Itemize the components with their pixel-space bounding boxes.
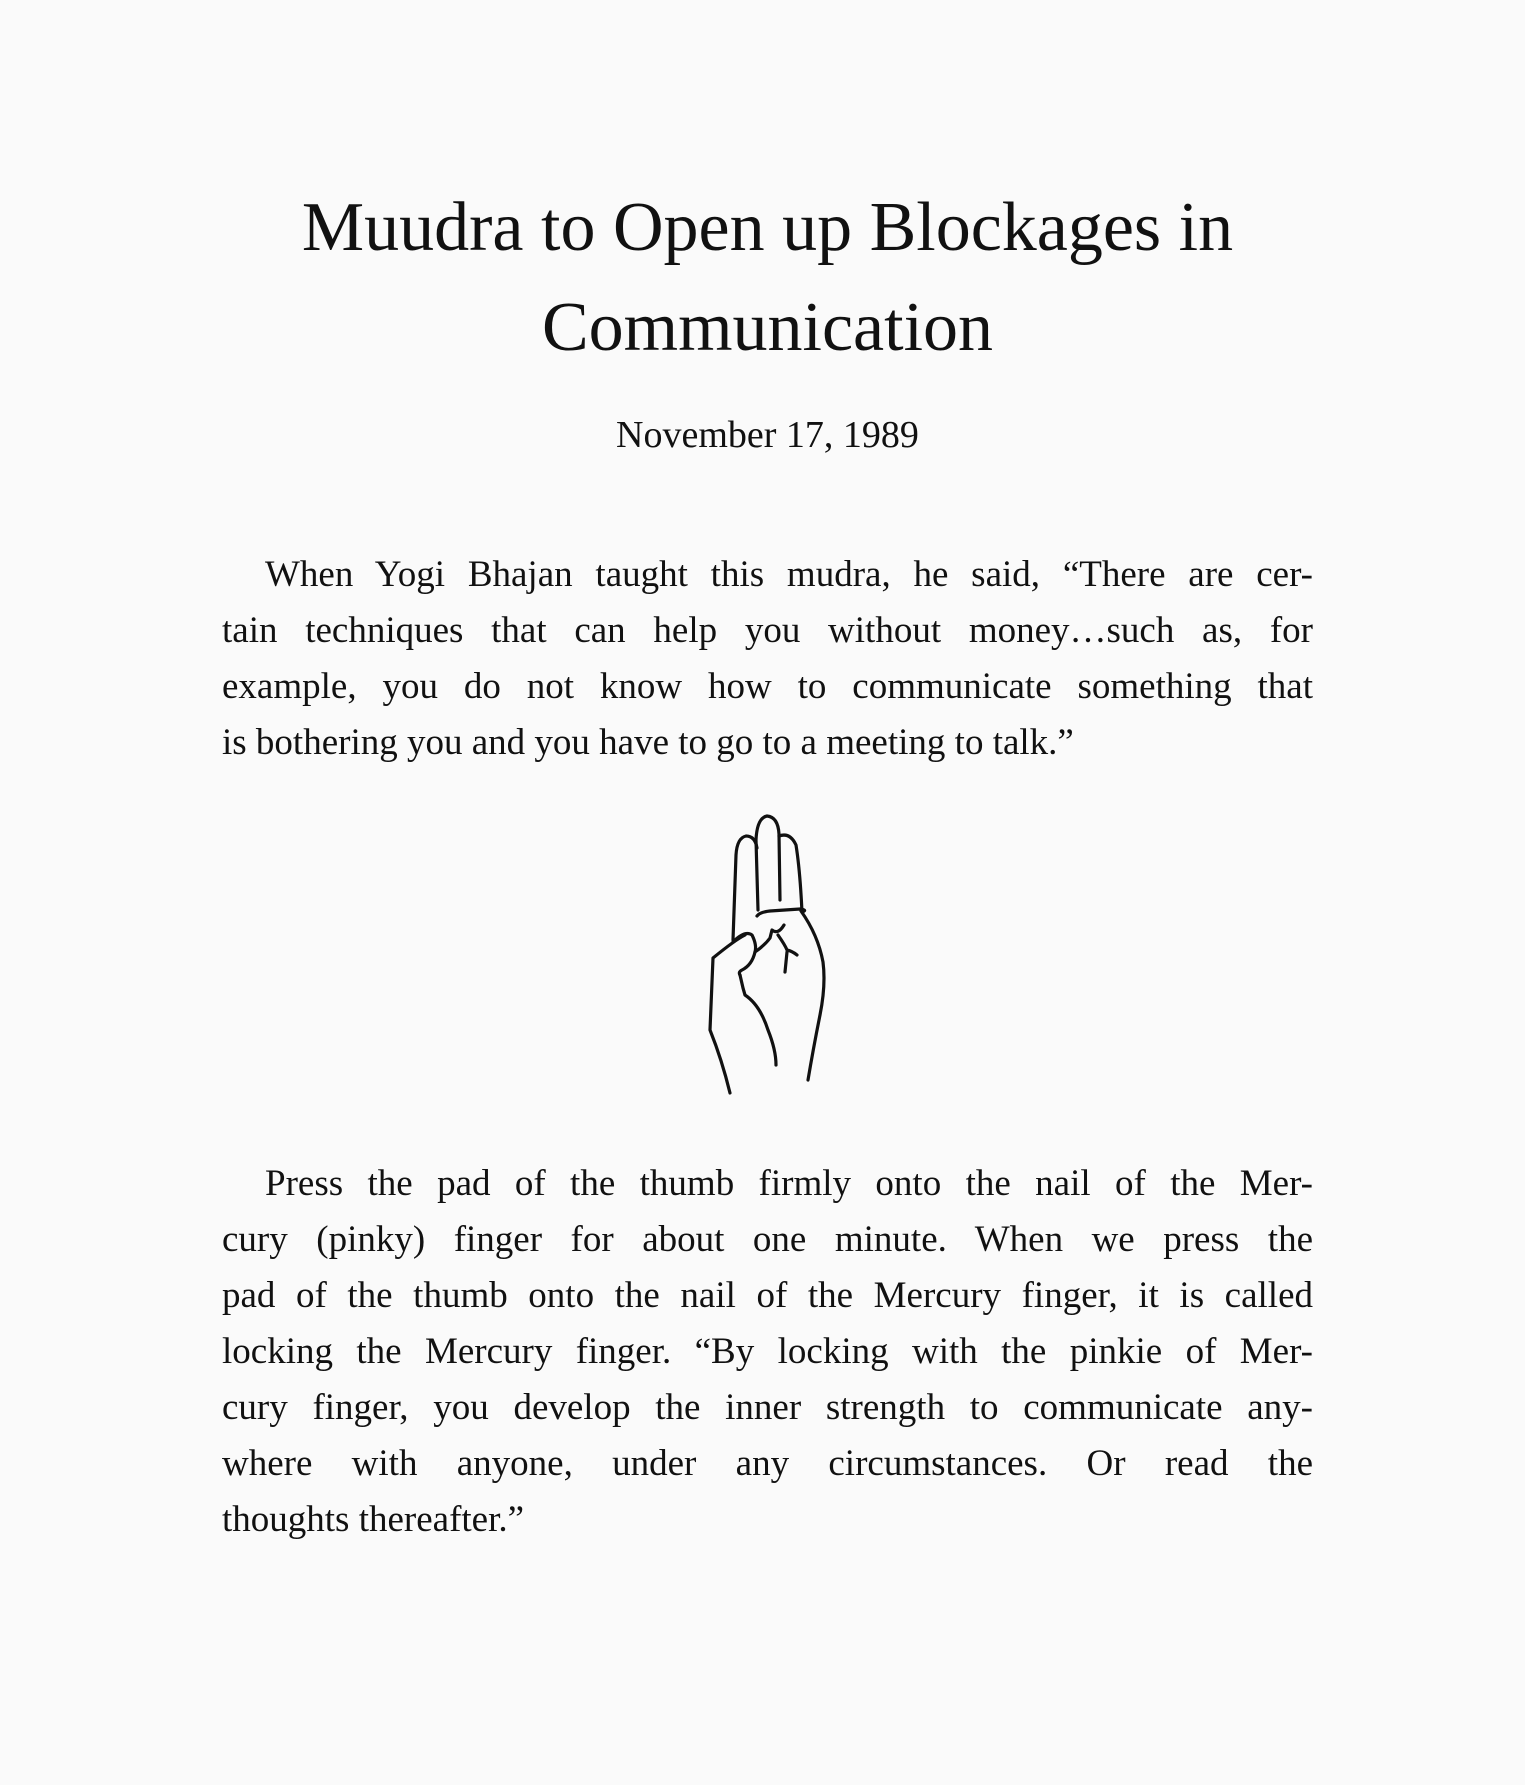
text-line: is bothering you and you have to go to a meeting to talk.” (222, 722, 1074, 763)
text-line: example, you do not know how to communicate something that (222, 666, 1313, 707)
finger-index-outline (733, 836, 757, 940)
date-subtitle: November 17, 1989 (616, 414, 919, 456)
text-line: cury finger, you develop the inner strength to communicate any- (222, 1387, 1313, 1428)
paragraph-instructions (222, 1156, 1313, 1548)
palm-right-edge (801, 911, 824, 1080)
hand-mudra-figure (700, 810, 840, 1100)
title-line-1: Muudra to Open up Blockages in (301, 189, 1234, 266)
text-line: Press the pad of the thumb firmly onto the nail of the Mer- (265, 1163, 1313, 1204)
hand-mudra-icon (700, 810, 840, 1100)
finger-ring-outline (779, 835, 802, 912)
finger-middle-outline (756, 816, 780, 910)
text-line: locking the Mercury finger. “By locking with the pinkie of Mer- (222, 1331, 1313, 1372)
pinky-crease (778, 935, 797, 972)
thumb-outer-edge (710, 935, 745, 1093)
text-line: pad of the thumb onto the nail of the Mercury finger, it is called (222, 1275, 1313, 1316)
text-line: When Yogi Bhajan taught this mudra, he said, “There are cer- (265, 554, 1313, 595)
text-line: tain techniques that can help you without money…such as, for (222, 610, 1313, 651)
thumb-inner-line (740, 975, 776, 1065)
thumb-top (733, 934, 756, 975)
text-line: cury (pinky) finger for about one minute. When we press the (222, 1219, 1313, 1260)
page-title (222, 178, 1313, 378)
knuckle-fold (757, 909, 805, 916)
text-line: where with anyone, under any circumstances. Or read the (222, 1443, 1313, 1484)
title-line-2: Communication (541, 289, 994, 366)
paragraph-intro (222, 547, 1313, 771)
text-line: thoughts thereafter.” (222, 1499, 525, 1540)
